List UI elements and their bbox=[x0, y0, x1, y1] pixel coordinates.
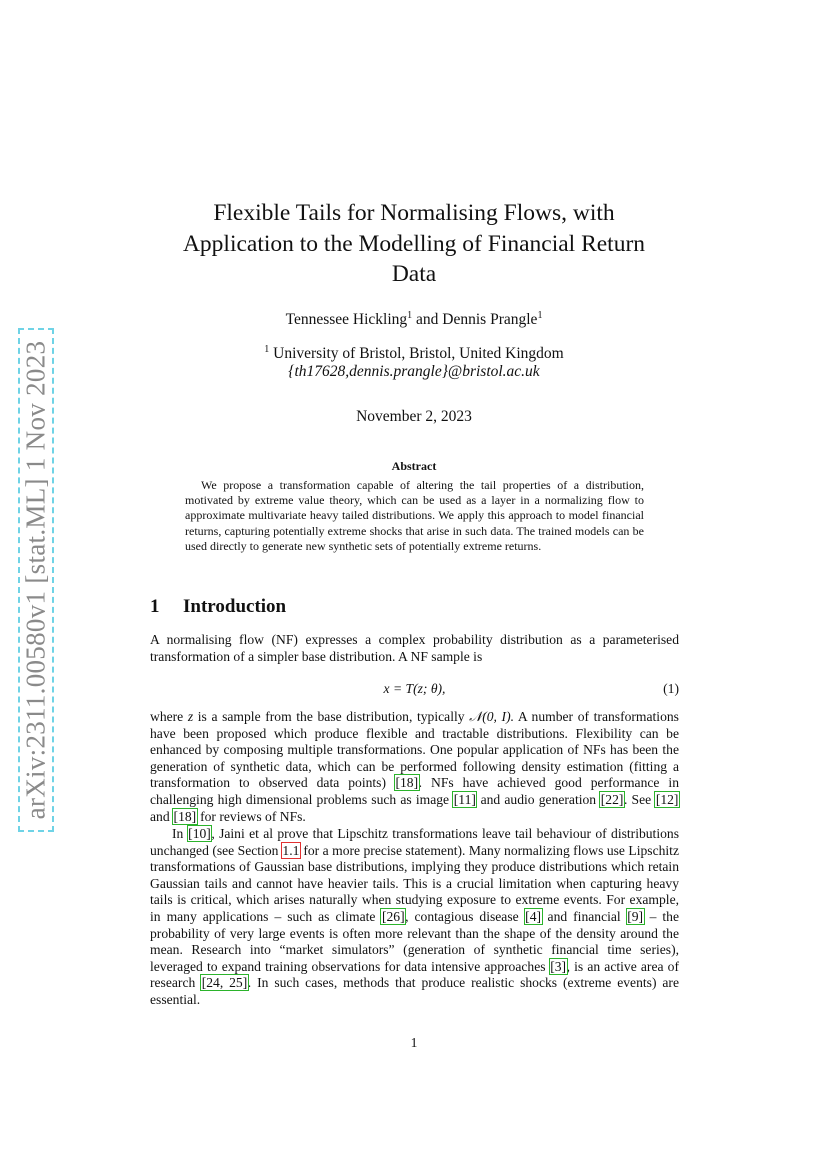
citation-link[interactable]: [9] bbox=[627, 908, 644, 924]
section-link[interactable]: 1.1 bbox=[282, 842, 300, 858]
section-heading bbox=[150, 596, 286, 618]
paragraph bbox=[150, 826, 679, 1009]
text-run: . In such cases, methods that produce realistic shocks (extreme events) are essential. bbox=[150, 975, 679, 1007]
section-title: Introduction bbox=[183, 596, 287, 617]
affiliation-mark: 1 bbox=[407, 309, 413, 321]
author-emails: {th17628,dennis.prangle}@bristol.ac.uk bbox=[288, 363, 540, 380]
text-run: – the probability of very large events is often more relevant than the shape of the density around the mean. Research into “market simulators” (generation of synthetic financial time series), leveraged to expand training observations for data intensive approaches bbox=[150, 908, 679, 974]
citation-link[interactable]: [11] bbox=[453, 791, 476, 807]
text-run: In bbox=[172, 826, 184, 841]
math-symbol: z bbox=[187, 709, 194, 724]
text-run: , contagious disease bbox=[405, 908, 519, 924]
section-number: 1 bbox=[150, 596, 160, 617]
text-run: for reviews of NFs. bbox=[200, 808, 306, 824]
affiliation-mark: 1 bbox=[264, 343, 270, 355]
citation-link[interactable]: [4] bbox=[525, 908, 542, 924]
abstract-text: We propose a transformation capable of altering the tail properties of a distribution, motivated by extreme value theory, which can be used as a layer in a normalizing flow to approximate multivariate heavy tailed distributions. We apply this approach to model financial returns, capturing potentially extreme shocks that arise in such data. The trained models can be used directly to generate new synthetic sets of potentially extreme returns. bbox=[185, 478, 644, 553]
author-list bbox=[150, 310, 678, 330]
text-run: where bbox=[150, 709, 184, 724]
text-run: . See bbox=[623, 791, 652, 807]
text-run: , is an active area of research bbox=[150, 958, 679, 991]
affiliation bbox=[150, 344, 678, 364]
text-run: for a more precise statement). Many normalizing flows use Lipschitz transformations of Gaussian base distributions, implying they produce distributions which retain Gaussian tails and cannot have heavier tails. This is a crucial limitation when capturing heavy tails is critical, which arises naturally when studying exposure to extreme events. For example, in many applications – such as climate bbox=[150, 842, 679, 924]
text-run: , Jaini et al prove that Lipschitz transformations leave tail behaviour of distributions unchanged (see Section bbox=[150, 826, 679, 858]
paragraph: A normalising flow (NF) expresses a complex probability distribution as a parameterised transformation of a simpler base distribution. A NF sample is bbox=[150, 632, 679, 664]
citation-link[interactable]: [18] bbox=[173, 808, 197, 824]
page-number: 1 bbox=[410, 1035, 418, 1050]
text-run: and bbox=[150, 808, 170, 824]
equation-body: x = T(z; θ), bbox=[383, 681, 446, 696]
citation-link[interactable]: [24, 25] bbox=[201, 975, 248, 991]
affiliation-text: University of Bristol, Bristol, United Kingdom bbox=[273, 345, 564, 362]
math-expression: 𝒩(0, I). bbox=[469, 709, 514, 724]
citation-link[interactable]: [12] bbox=[655, 791, 679, 807]
citation-link[interactable]: [18] bbox=[395, 775, 419, 791]
equation-number: (1) bbox=[663, 681, 679, 696]
citation-link[interactable]: [22] bbox=[600, 791, 624, 807]
abstract-heading: Abstract bbox=[391, 459, 437, 473]
text-run: is a sample from the base distribution, typically bbox=[197, 709, 465, 724]
author-conjunction: and bbox=[416, 311, 439, 328]
author-name: Dennis Prangle bbox=[442, 311, 538, 328]
citation-link[interactable]: [26] bbox=[381, 908, 405, 924]
text-run: and financial bbox=[547, 908, 621, 924]
paragraph bbox=[150, 709, 679, 825]
paper-date: November 2, 2023 bbox=[356, 408, 472, 425]
paper-title bbox=[150, 198, 678, 290]
citation-link[interactable]: [3] bbox=[550, 958, 567, 974]
affiliation-mark: 1 bbox=[537, 309, 543, 321]
author-name: Tennessee Hickling bbox=[285, 311, 408, 328]
title-line: Flexible Tails for Normalising Flows, with bbox=[213, 200, 615, 226]
text-run: . NFs have achieved good performance in challenging high dimensional problems such as image bbox=[150, 775, 679, 807]
text-run: A number of transformations have been proposed which produce flexible and tractable distributions. Flexibility can be enhanced by composing multiple transformations. One popular application of NFs has been the generation of synthetic data, which can be performed following density estimation (fitting a transformation to observed data points) bbox=[150, 709, 679, 791]
citation-link[interactable]: [10] bbox=[188, 826, 211, 841]
text-run: and audio generation bbox=[480, 791, 597, 807]
title-line: Application to the Modelling of Financial Return bbox=[182, 230, 646, 257]
title-line: Data bbox=[391, 261, 437, 287]
arxiv-identifier[interactable]: arXiv:2311.00580v1 [stat.ML] 1 Nov 2023 bbox=[20, 340, 51, 820]
